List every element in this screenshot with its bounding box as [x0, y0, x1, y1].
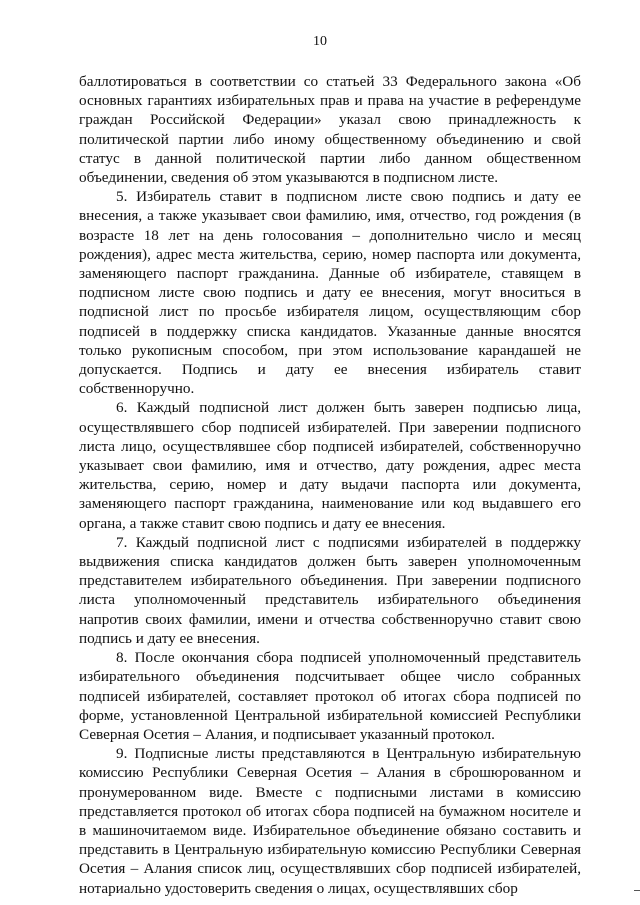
scan-edge-mark — [634, 890, 640, 891]
paragraph-item-9: 9. Подписные листы представляются в Центральную избирательную комиссию Республики Северная Осетия – Алания в сброшюрованном и пронумерованном виде. Вместе с подписными листами в комиссию представляется протокол об итогах сбора подписей на бумажном носителе и в машиночитаемом виде. Избирательное объединение обязано составить и представить в Центральную избирательную комиссию Республики Северная Осетия – Алания список лиц, осуществлявших сбор подписей избирателей, нотариально удостоверить сведения о лицах, осуществлявших сбор — [79, 745, 581, 897]
paragraph-item-8: 8. После окончания сбора подписей уполномоченный представитель избирательного объединения подсчитывает общее число собранных подписей избирателей, составляет протокол об итогах сбора подписей по форме, установленной Центральной избирательной комиссией Республики Северная Осетия – Алания, и подписывает указанный протокол. — [79, 649, 581, 743]
page-number: 10 — [313, 34, 327, 49]
paragraph-item-7: 7. Каждый подписной лист с подписями избирателей в поддержку выдвижения списка кандидатов должен быть заверен уполномоченным представителем избирательного объединения. При заверении подписного листа уполномоченный представитель избирательного объединения напротив своих фамилии, имени и отчества собственноручно ставит свою подпись и дату ее внесения. — [79, 533, 581, 647]
paragraph-item-6: 6. Каждый подписной лист должен быть заверен подписью лица, осуществлявшего сбор подписей избирателей. При заверении подписного листа лицо, осуществлявшее сбор подписей избирателей, собственноручно указывает свои фамилию, имя и отчество, дату рождения, адрес места жительства, серию, номер и дату выдачи паспорта или документа, заменяющего паспорт гражданина, наименование или код выдавшего его органа, а также ставит свою подпись и дату ее внесения. — [79, 399, 581, 532]
document-body — [79, 72, 581, 898]
paragraph-continuation: баллотироваться в соответствии со статьей 33 Федерального закона «Об основных гарантиях избирательных прав и права на участие в референдуме граждан Российской Федерации» указал свою принадлежность к политической партии либо иному общественному объединению и свой статус в данной политической партии либо данном общественном объединении, сведения об этом указываются в подписном листе. — [79, 73, 581, 187]
paragraph-item-5: 5. Избиратель ставит в подписном листе свою подпись и дату ее внесения, а также указывает свои фамилию, имя, отчество, год рождения (в возрасте 18 лет на день голосования – дополнительно число и месяц рождения), адрес места жительства, серию, номер паспорта или документа, заменяющего паспорт гражданина. Данные об избирателе, ставящем в подписном листе свою подпись и дату ее внесения, могут вноситься в подписной лист по просьбе избирателя лицом, осуществляющим сбор подписей в поддержку списка кандидатов. Указанные данные вносятся только рукописным способом, при этом использование карандашей не допускается. Подпись и дату ее внесения избиратель ставит собственноручно. — [79, 188, 581, 398]
